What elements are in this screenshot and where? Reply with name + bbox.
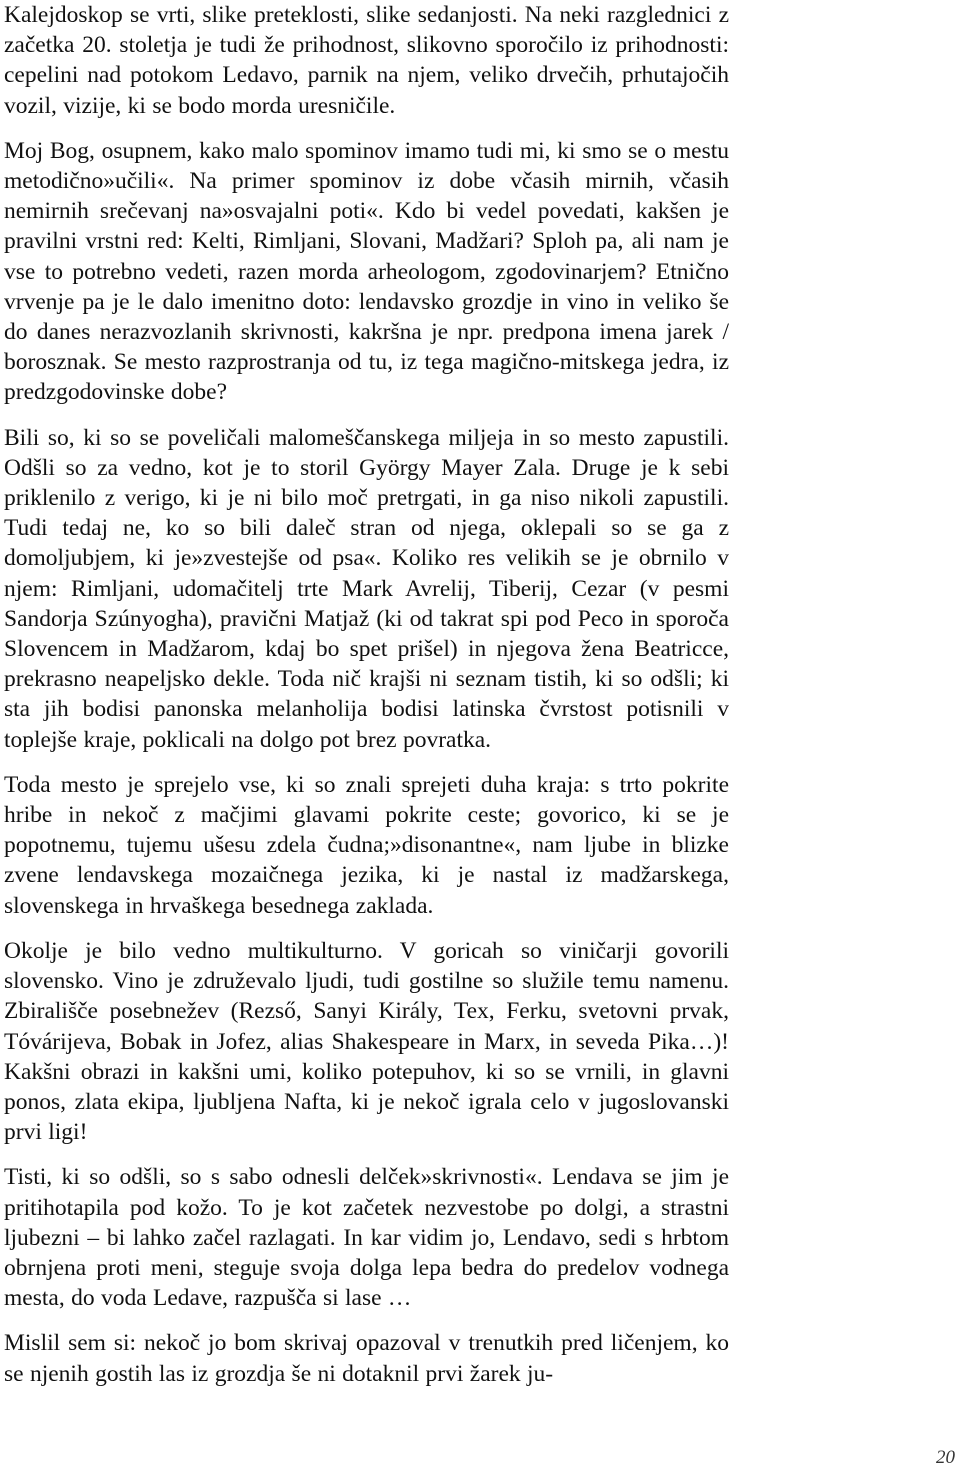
paragraph-kaleidoscope: Kalejdoskop se vrti, slike preteklosti, slike sedanjosti. Na neki razglednici z začetka 20. stoletja je tudi že prihodnost, slikovno sporočilo iz prihodnosti: cepelini nad potokom Ledavo, parnik na njem, veliko drvečih, prhutajočih vozil, vizije, ki se bodo morda uresničile. bbox=[4, 2, 729, 119]
paragraph-closing: Mislil sem si: nekoč jo bom skrivaj opazoval v trenutkih pred ličenjem, ko se njenih gostih las iz grozdja še ni dotaknil prvi žarek ju- bbox=[4, 1330, 729, 1387]
paragraph-those-who-left: Bili so, ki so se poveličali malomeščanskega miljeja in so mesto zapustili. Odšli so za vedno, kot je to storil György Mayer Zala. Druge je k sebi priklenilo z verigo, ki je ni bilo moč pretrgati, in ga niso nikoli zapustili. Tudi tedaj ne, ko so bili daleč stran od njega, oklepali so se ga z domoljubjem, ki je»zvestejše od psa«. Koliko res velikih se je obrnilo v njem: Rimljani, udomačitelj trte Mark Avrelij, Tiberij, Cezar (v pesmi Sandorja Szúnyogha), pravični Matjaž (ki od takrat spi pod Peco in sporoča Slovencem in Madžarom, kdaj bo spet prišel) in njegova žena Beatricce, prekrasno neapeljsko dekle. Toda nič krajši ni seznam tistih, ki so odšli; ki sta jih bodisi panonska melanholija bodisi latinska čvrstost potisnili v toplejše kraje, poklicali na dolgo pot brez povratka. bbox=[4, 424, 729, 753]
page-number: 20 bbox=[936, 1447, 955, 1468]
paragraph-multicultural: Okolje je bilo vedno multikulturno. V goricah so viničarji govorili slovensko. Vino je združevalo ljudi, tudi gostilne so služile temu namenu. Zbirališče posebnežev (Rezső, Sanyi Király, Tex, Ferku, svetovni prvak, Tóvárijeva, Bobak in Jofez, alias Shakespeare in Marx, in seveda Pika…)! Kakšni obrazi in kakšni umi, koliko potepuhov, ki so se vrnili, in glavni ponos, zlata ekipa, ljubljena Nafta, ki je nekoč igrala celo v jugoslovanski prvi ligi! bbox=[4, 937, 729, 1146]
paragraph-memories: Moj Bog, osupnem, kako malo spominov imamo tudi mi, ki smo se o mestu metodično»učili«. Na primer spominov iz dobe včasih mirnih, včasih nemirnih srečevanj na»osvajalni poti«. Kdo bi vedel povedati, kakšen je pravilni vrstni red: Kelti, Rimljani, Slovani, Madžari? Sploh pa, ali nam je vse to potrebno vedeti, razen morda arheologom, zgodovinarjem? Etnično vrvenje pa je le dalo imenitno doto: lendavsko grozdje in vino in veliko še do danes nerazvozlanih skrivnosti, kakršna je npr. predpona imena jarek / borosznak. Se mesto razprostranja od tu, iz tega magično-mitskega jedra, iz predzgodovinske dobe? bbox=[4, 137, 729, 406]
body-text-column bbox=[4, 0, 729, 1389]
paragraph-spirit-of-place: Toda mesto je sprejelo vse, ki so znali sprejeti duha kraja: s trto pokrite hribe in nekoč z mačjimi glavami pokrite ceste; govorico, ki se je popotnemu, tujemu ušesu zdela čudna;»disonantne«, nam ljube in blizke zvene lendavskega mozaičnega jezika, ki je nastal iz madžarskega, slovenskega in hrvaškega besednega zaklada. bbox=[4, 771, 729, 919]
paragraph-secrets: Tisti, ki so odšli, so s sabo odnesli delček»skrivnosti«. Lendava se jim je pritihotapila pod kožo. To je kot začetek nezvestobe po dolgi, a strastni ljubezni – bi lahko začel razlagati. In kar vidim jo, Lendavo, sedi s hrbtom obrnjena proti meni, steguje svoja dolga lepa bedra do predelov vodnega mesta, do voda Ledave, razpušča si lase … bbox=[4, 1164, 729, 1312]
